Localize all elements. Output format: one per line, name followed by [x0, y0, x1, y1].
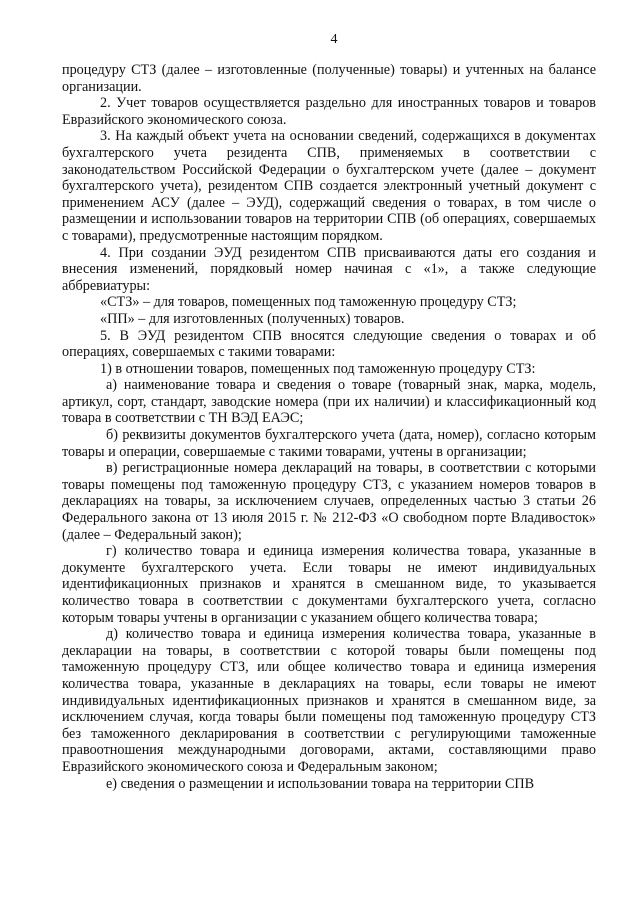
paragraph-item-4: 4. При создании ЭУД резидентом СПВ присваиваются даты его создания и внесения изменений, порядковый номер начиная с «1», а также следующие аббревиатуры:: [62, 244, 596, 294]
page-number: 4: [330, 32, 338, 47]
paragraph-abbr-pp: «ПП» – для изготовленных (полученных) товаров.: [100, 310, 405, 327]
paragraph-subitem-b: б) реквизиты документов бухгалтерского учета (дата, номер), согласно которым товары и операции, совершаемые с такими товарами, учтены в организации;: [62, 427, 596, 460]
paragraph-subitem-d: д) количество товара и единица измерения количества товара, указанные в декларации на товары, в соответствии с которой товары были помещены под таможенную процедуру СТЗ, или общее количество товара и единица измерения количества товара, указанные в декларациях на товары, если товары не имеют индивидуальных идентификационных признаков и хранятся в смешанном виде, за исключением случая, когда товары были помещены под таможенную процедуру СТЗ без таможенного декларирования в соответствии с регулирующими таможенные правоотношения международными договорами, актами, составляющими право Евразийского экономического союза и Федеральным законом;: [62, 626, 596, 775]
paragraph-continuation: процедуру СТЗ (далее – изготовленные (полученные) товары) и учтенных на балансе организации.: [62, 62, 596, 95]
paragraph-item-5: 5. В ЭУД резидентом СПВ вносятся следующие сведения о товарах и об операциях, совершаемых с такими товарами:: [62, 327, 596, 361]
paragraph-subitem-e: е) сведения о размещении и использовании товара на территории СПВ: [106, 775, 535, 792]
paragraph-subitem-1: 1) в отношении товаров, помещенных под таможенную процедуру СТЗ:: [100, 360, 536, 377]
paragraph-subitem-a: а) наименование товара и сведения о товаре (товарный знак, марка, модель, артикул, сорт, стандарт, заводские номера (при их наличии) и классификационный код товара в соответствии с ТН ВЭД ЕАЭС;: [62, 377, 596, 427]
paragraph-item-2: 2. Учет товаров осуществляется раздельно для иностранных товаров и товаров Евразийского экономического союза.: [62, 95, 596, 128]
paragraph-subitem-g: г) количество товара и единица измерения количества товара, указанные в документе бухгалтерского учета. Если товары не имеют индивидуальных идентификационных признаков и хранятся в смешанном виде, то указывается количество товара в соответствии с документами бухгалтерского учета, согласно которым товары учтены в организации с указанием общего количества товара;: [62, 543, 596, 626]
paragraph-item-3: 3. На каждый объект учета на основании сведений, содержащихся в документах бухгалтерского учета резидента СПВ, применяемых в соответствии с законодательством Российской Федерации о бухгалтерском учете (далее – документ бухгалтерского учета), резидентом СПВ создается электронный учетный документ с применением АСУ (далее – ЭУД), содержащий сведения о товарах, в том числе о размещении и использовании товаров на территории СПВ (об операциях, совершаемых с товарами), предусмотренные настоящим порядком.: [62, 128, 596, 244]
paragraph-subitem-v: в) регистрационные номера деклараций на товары, в соответствии с которыми товары помещены под таможенную процедуру СТЗ, с указанием номеров товаров в декларациях на товары, за исключением случаев, определенных частью 3 статьи 26 Федерального закона от 13 июля 2015 г. № 212-ФЗ «О свободном порте Владивосток» (далее – Федеральный закон);: [62, 460, 596, 543]
paragraph-abbr-stz: «СТЗ» – для товаров, помещенных под таможенную процедуру СТЗ;: [100, 294, 517, 311]
